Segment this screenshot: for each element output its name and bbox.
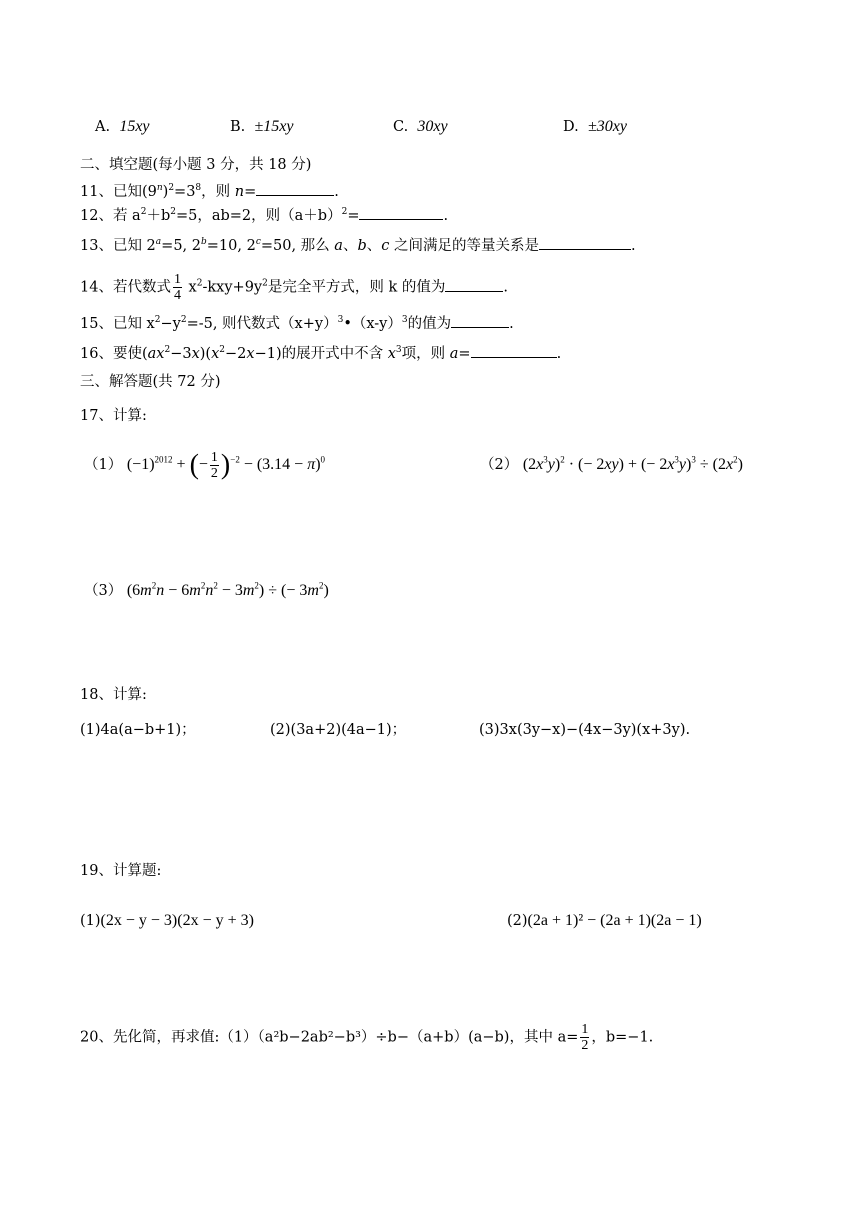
q-text: =-5, 则代数式（x+y） [186,316,338,332]
q-var: a [147,346,157,362]
part-label: (2) [507,913,528,929]
q-sup: a [155,237,162,248]
q-sup: 8 [195,183,202,194]
q-sup: 2 [170,207,176,218]
choice-d [563,118,627,136]
q-var: a [449,346,459,362]
question-18-title: 18、计算: [80,687,147,703]
q-number: 13、 [80,238,113,254]
q-text: =3 [174,184,196,200]
q19-part-2 [507,912,702,930]
q-sup: 2 [180,315,187,326]
q17-expression-1: $(-1)^{2012}$ + (− $\frac{1}{2}$ )$^{-2} - (3.14 - \pi)^0$ [126,449,326,481]
q-sup: n [156,183,163,194]
q17-expression-3: $(6m^2n - 6m^2n^2 - 3m^2)$ ÷ (− $3m^2$) [126,580,329,599]
question-11: 11、已知$(9^n)^2=3^8$，则 n= . [80,183,339,200]
q-text: −2 [225,346,247,362]
fraction [580,1022,589,1053]
numerator: 1 [173,272,181,287]
answer-blank[interactable] [451,315,509,328]
q-sup: 3 [395,345,402,356]
q-text: 要使( [112,346,148,362]
q-sup: 3 [401,315,408,326]
section-2-title: 二、填空题(每小题 3 分，共 18 分) [80,157,312,173]
q-var: x [156,346,165,362]
q-number: 11、 [80,184,113,200]
q17-expression-2: $(2x^3y)^2$ · (− 2xy) + (− $2x^3y)^3 \div (2x^2)$ [522,454,743,473]
section-3-title: 三、解答题(共 72 分) [80,374,221,390]
q-text: 若代数式 [112,279,171,296]
answer-blank[interactable] [471,345,557,358]
q-text: ) [162,184,169,200]
choice-value: ±30xy [587,118,627,135]
choice-letter: B. [230,119,246,135]
q-text: = [347,208,360,224]
answer-blank[interactable] [256,183,334,196]
q-number: 12、 [80,208,113,224]
denominator: 2 [581,1038,589,1053]
q-sup: 2 [140,207,147,218]
q-text: =5, 2 [161,238,201,254]
q-text: = [244,184,257,200]
q-text: 、 [342,238,358,254]
numerator: 1 [581,1022,589,1037]
q-text: −y [160,316,181,332]
q17-part-2 [480,451,743,479]
part-label: （3） [84,583,123,599]
q-text: ，b=−1. [591,1029,654,1046]
choice-letter: A. [95,119,111,135]
question-12: 12、若 $a^2+b^2=5$，ab=2，则$(a+b)^2=$ . [80,207,449,224]
q-text: 20、先化简，再求值:（1）（a²b−2ab²−b³）÷b−（a+b）(a−b)，其中 a= [80,1029,579,1046]
q-sup: 3 [337,315,344,326]
q-text: )( [199,346,212,362]
q-sup: 2 [341,207,348,218]
q-text: •（x-y） [343,316,402,332]
q-text: 已知 x [112,316,155,332]
choice-letter: D. [563,119,579,135]
q-text: 是完全平方式，则 k 的值为 [267,279,446,296]
q-text: 若 a [112,208,141,224]
q19-part-1 [80,912,254,930]
q-sup: c [255,237,261,248]
q-text: 之间满足的等量关系是 [389,238,539,254]
q17-part-3 [84,578,329,604]
q-number: 16、 [80,346,113,362]
q-text: x [183,279,197,296]
q-sup: 2 [154,315,161,326]
q-text: 已知(9 [112,184,157,200]
choice-letter: C. [393,119,409,135]
question-17-title: 17、计算: [80,408,147,424]
choice-value: ±15xy [254,118,294,135]
question-16: 16、要使$(ax^2-3x)(x^2-2x-1)$的展开式中不含 $x^3$项，则 a= . [80,345,562,362]
q-sup: 2 [164,345,171,356]
choice-c [393,118,448,136]
q-text: −1)的展开式中不含 [254,346,388,362]
q-text: 的值为 [407,316,452,332]
q18-part-1: (1)4a(a−b+1)； [80,722,196,738]
q-text: =50, 那么 [260,238,335,254]
q-var: n [234,184,245,200]
q19-expression-2: (2a + 1)² − (2a + 1)(2a − 1) [527,912,702,929]
q-text: 项，则 [401,346,450,362]
question-15: 15、已知 $x^2-y^2=-5$, 则代数式$(x+y)^3•(x-y)^3$的值为 . [80,315,514,332]
q-var: c [381,238,390,254]
choice-b [230,118,293,136]
choice-value: 30xy [417,118,448,135]
q-text: = [458,346,471,362]
question-19-title: 19、计算题: [80,863,162,879]
q18-part-2: (2)(3a+2)(4a−1)； [270,722,407,738]
choice-value: 15xy [119,118,150,135]
q17-part-1 [84,447,325,483]
part-label: （1） [84,457,123,473]
q-number: 14、 [80,279,113,296]
q-number: 15、 [80,316,113,332]
q-text: -kxy+9y [202,279,263,296]
q18-part-3: (3)3x(3y−x)−(4x−3y)(x+3y). [479,722,691,738]
fraction: $\frac{1}{2}$ [210,449,218,481]
q-var: x [387,346,396,362]
q-var: x [211,346,220,362]
denominator: 4 [173,288,181,303]
question-13: 13、已知 $2^a=5$, $2^b=10$, $2^c=50$, 那么 a、b、c 之间满足的等量关系是 . [80,237,636,254]
q-text: =5，ab=2，则（a＋b） [175,208,342,224]
question-14: 14、若代数式 $\frac{1}{4}$ $x^2-kxy+9y^2$是完全平方式，则 k 的值为 . [80,272,508,303]
answer-blank[interactable] [359,207,443,220]
q19-expression-1: (2x − y − 3)(2x − y + 3) [100,912,254,929]
q-text: ＋b [146,208,171,224]
q-text: ，则 [201,184,235,200]
part-label: （2） [480,457,519,473]
q-var: b [357,238,367,254]
q-text: =10, 2 [206,238,256,254]
q-text: 已知 2 [112,238,156,254]
q-sup: b [201,237,207,248]
q-text: 、 [366,238,382,254]
q-var: a [334,238,343,254]
q-text: −3 [170,346,192,362]
q-sup: 2 [168,183,175,194]
q-sup: 2 [219,345,226,356]
q-sup: 2 [262,278,268,289]
choice-a [95,118,150,136]
q-var: x [191,346,200,362]
question-20 [80,1022,653,1053]
answer-blank[interactable] [445,279,503,292]
q-var: x [246,346,255,362]
answer-blank[interactable] [539,237,631,250]
part-label: (1) [80,913,101,929]
fraction [173,272,182,303]
q-sup: 2 [196,278,203,289]
